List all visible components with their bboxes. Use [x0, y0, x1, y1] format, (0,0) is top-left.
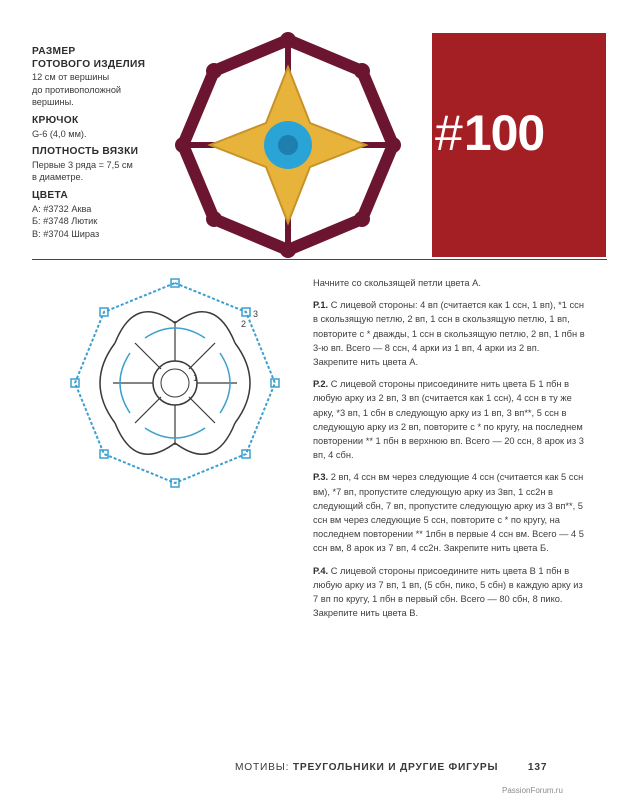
row-4-text: С лицевой стороны присоедините нить цвета В 1 пбн в любую арку из 7 вп, 1 вп, (5 сбн, пико, 5 сбн) в каждую арку из 7 вп по кругу, 1 пбн в первый сбн. Всего — 80 сбн, 8 пико. Закрепите нить цвета В.: [313, 565, 583, 619]
row-1-label: Р.1.: [313, 300, 329, 311]
diagram-center: [153, 361, 197, 405]
size-text-3: вершины.: [32, 97, 74, 108]
gauge-text-1: Первые 3 ряда = 7,5 см: [32, 159, 133, 170]
gauge-text: [32, 159, 172, 184]
size-text: [32, 71, 172, 109]
size-text-2: до противоположной: [32, 84, 122, 95]
colors-title: ЦВЕТА: [32, 189, 69, 201]
row-4: [313, 564, 585, 621]
gauge-text-2: в диаметре.: [32, 172, 84, 183]
color-a: А: #3732 Аква: [32, 203, 92, 214]
crochet-diagram: [70, 278, 280, 488]
diagram-spokes: [113, 321, 237, 445]
colors-list: [32, 203, 172, 241]
row-2-label: Р.2.: [313, 379, 329, 390]
page-footer: [235, 762, 547, 773]
row-4-label: Р.4.: [313, 565, 329, 576]
hook-text: G-6 (4,0 мм).: [32, 128, 87, 139]
size-title-1: РАЗМЕР: [32, 46, 76, 57]
divider-rule: [32, 259, 607, 260]
color-c: В: #3704 Шираз: [32, 228, 100, 239]
page-number: 137: [527, 762, 548, 773]
gauge-title: ПЛОТНОСТЬ ВЯЗКИ: [32, 146, 139, 158]
hash-symbol: #: [435, 105, 462, 161]
size-title-2: ГОТОВОГО ИЗДЕЛИЯ: [32, 58, 146, 70]
row-label-3: 3: [253, 309, 259, 319]
footer-section-prefix: МОТИВЫ:: [235, 762, 290, 773]
row-1-text: С лицевой стороны: 4 вп (считается как 1 ссн, 1 вп), *1 ссн в скользящую петлю, 2 вп, 1 ссн в скользящую петлю, 1 вп, повторите с * дважды, 1 ссн в скользящую петлю, 2 вп, 1 пбн в 3-ю вп. Всего — 8 ссн, 4 арки из 1 вп, 4 арки из 2 вп. Закрепите нить цвета А.: [313, 300, 585, 368]
row-2-text: С лицевой стороны присоедините нить цвета Б 1 пбн в любую арку из 2 вп, 3 вп (считается как 1 ссн), 4 ссн в ту же арку, *3 вп, 1 сбн в следующую арку из 1 вп, 3 вп**, 5 ссн в следующую арку из 2 вп, повторите с * по кругу, на последнем повторении ** 1 пбн в верхнюю вп. Всего — 20 ссн, 8 арок из 3 вп, 4 сбн.: [313, 379, 584, 461]
row-3: [313, 470, 585, 555]
watermark: PassionForum.ru: [502, 786, 563, 795]
row-label-2: 2: [241, 319, 247, 329]
diagram-picots: [71, 279, 279, 487]
row-2: [313, 377, 585, 462]
row-3-label: Р.3.: [313, 472, 329, 483]
row-1: [313, 298, 585, 369]
color-b: Б: #3748 Лютик: [32, 216, 98, 227]
row-label-1: 1: [193, 373, 199, 383]
row-3-text: 2 вп, 4 ссн вм через следующие 4 ссн (считается как 5 ссн вм), *7 вп, пропустите следующую арку из 3вп, 1 сс2н в следующий сбн, 7 вп, пропустите следующую арку из 3 вп**, 5 ссн вм через следующие 5 ссн, повторите с * по кругу, на последнем повторении ** 1пбн в первые 4 ссн вм. Всего — 4 5 ссн вм, 8 арок из 7 вп, 4 сс2н. Закрепите нить цвета Б.: [313, 472, 584, 554]
specs-sidebar: [32, 46, 172, 246]
footer-section-name: ТРЕУГОЛЬНИКИ И ДРУГИЕ ФИГУРЫ: [292, 762, 499, 773]
pattern-number-digits: 100: [463, 105, 545, 161]
diagram-outer-ring: [75, 283, 275, 483]
size-text-1: 12 см от вершины: [32, 72, 110, 83]
pattern-number: [435, 104, 544, 162]
instructions: [313, 276, 585, 628]
motif-photo: [168, 30, 408, 260]
instructions-intro: Начните со скользящей петли цвета А.: [313, 278, 481, 288]
hook-title: КРЮЧОК: [32, 114, 79, 126]
